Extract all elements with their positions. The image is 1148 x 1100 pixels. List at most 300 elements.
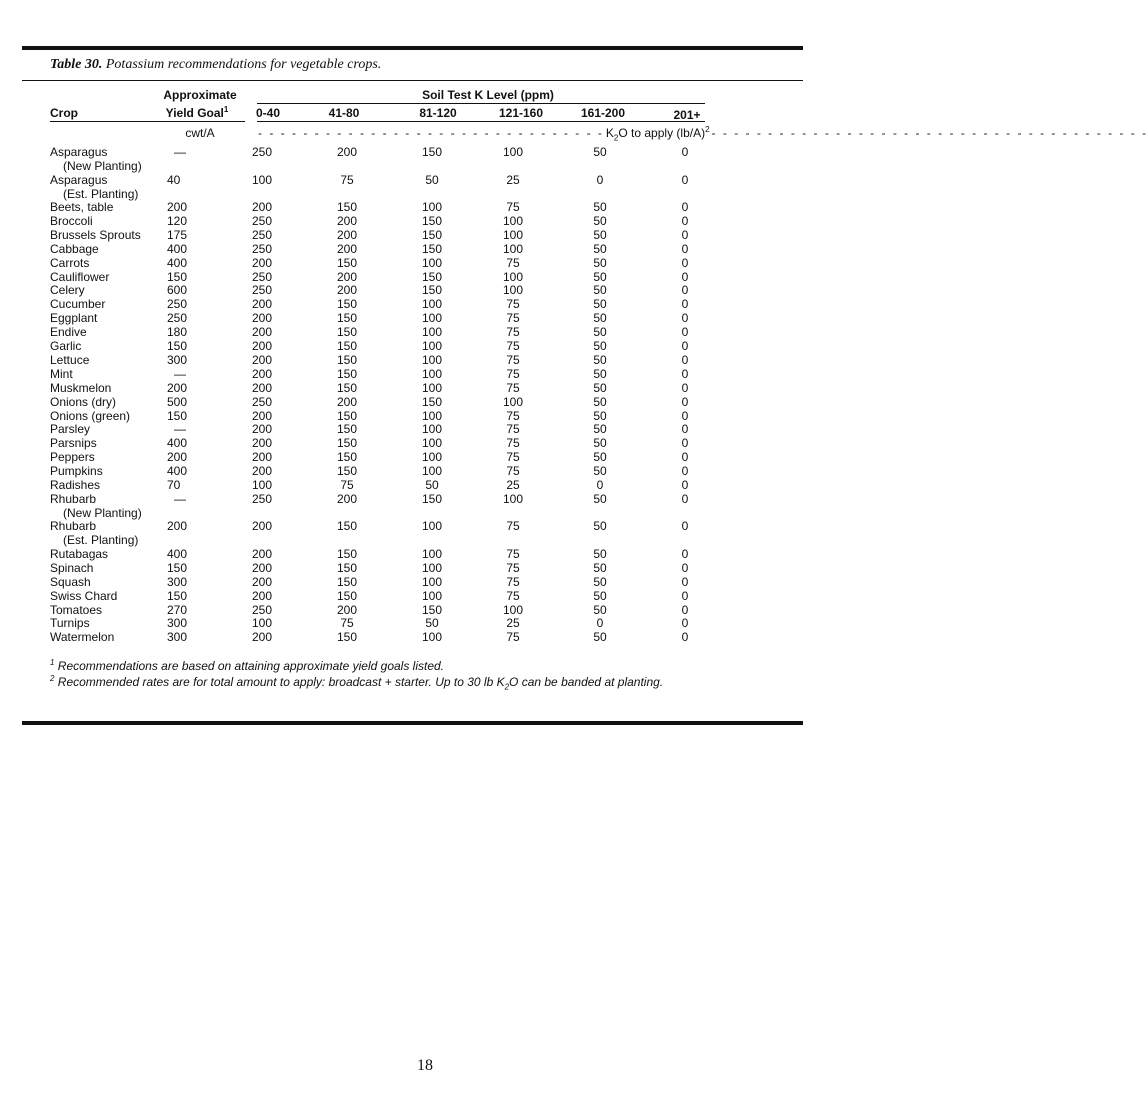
k2o-rate-41-80: 75	[340, 172, 354, 187]
k2o-rate-121-160: 75	[506, 255, 520, 270]
crop-name: Rhubarb	[50, 491, 97, 506]
k2o-rate-121-160: 75	[506, 311, 520, 326]
table-row	[0, 519, 850, 548]
table-row	[0, 478, 850, 492]
yield-goal: 150	[167, 408, 188, 423]
k2o-rate-161-200: 50	[593, 588, 607, 603]
k2o-rate-0-40: 250	[251, 283, 273, 298]
top-rule-thick	[22, 46, 803, 50]
k2o-rate-0-40: 200	[251, 380, 273, 395]
yield-goal: 200	[167, 380, 188, 395]
crop-name: Cabbage	[50, 241, 99, 256]
k2o-rate-81-120: 100	[421, 588, 443, 603]
yield-goal: 300	[167, 352, 188, 367]
k2o-rate-201+: 0	[681, 325, 689, 340]
k2o-rate-41-80: 150	[336, 519, 358, 534]
k2o-rate-0-40: 200	[251, 630, 273, 645]
yield-goal: 200	[167, 200, 188, 214]
k2o-rate-121-160: 100	[502, 241, 524, 256]
footnote-2-post: O can be banded at planting.	[509, 675, 664, 689]
crop-name: Parsnips	[50, 436, 97, 451]
table-row	[0, 214, 850, 228]
k2o-rate-81-120: 100	[421, 311, 443, 326]
k2o-rate-0-40: 250	[251, 145, 273, 159]
k2o-rate-121-160: 75	[506, 574, 520, 589]
k2o-rate-0-40: 200	[251, 352, 273, 367]
table-row	[0, 381, 850, 395]
table-row	[0, 270, 850, 284]
k2o-rate-41-80: 150	[336, 588, 358, 603]
table-row	[0, 589, 850, 603]
units-label: cwt/A	[185, 126, 215, 140]
crop-name: Watermelon	[50, 630, 115, 645]
k2o-rate-201+: 0	[681, 464, 689, 479]
k2o-rate-201+: 0	[681, 546, 689, 561]
k2o-rate-41-80: 150	[336, 408, 358, 423]
k2o-rate-41-80: 200	[336, 283, 358, 298]
k2o-rate-201+: 0	[681, 436, 689, 451]
page-number: 18	[417, 1057, 433, 1074]
k2o-rate-161-200: 50	[593, 436, 607, 451]
table-row	[0, 311, 850, 325]
k2o-rate-41-80: 150	[336, 560, 358, 575]
k2o-rate-201+: 0	[681, 241, 689, 256]
k2o-rate-161-200: 50	[593, 422, 607, 437]
table-row	[0, 450, 850, 464]
k2o-rate-41-80: 200	[336, 227, 358, 242]
k2o-rate-0-40: 200	[251, 311, 273, 326]
k2o-rate-41-80: 150	[336, 422, 358, 437]
k2o-rate-81-120: 100	[421, 380, 443, 395]
table-row	[0, 409, 850, 423]
k2o-rate-81-120: 100	[421, 255, 443, 270]
k2o-rate-201+: 0	[681, 519, 689, 534]
crop-name: Asparagus	[50, 145, 108, 159]
yield-goal: 40	[167, 172, 181, 187]
k2o-rate-201+: 0	[681, 297, 689, 312]
table-row	[0, 561, 850, 575]
k2o-rate-41-80: 150	[336, 574, 358, 589]
k2o-rate-201+: 0	[681, 283, 689, 298]
k2o-rate-0-40: 250	[251, 269, 273, 284]
yield-goal: 120	[167, 213, 188, 228]
apply-k: K	[605, 126, 614, 140]
table-row	[0, 339, 850, 353]
k2o-rate-0-40: 200	[251, 339, 273, 353]
apply-units-line	[258, 125, 1148, 143]
k2o-rate-121-160: 75	[506, 325, 520, 340]
header-range-1: 41-80	[328, 106, 360, 120]
k2o-rate-201+: 0	[681, 311, 689, 326]
k2o-rate-81-120: 50	[425, 478, 439, 492]
yield-goal: 150	[167, 269, 188, 284]
k2o-rate-161-200: 50	[593, 630, 607, 645]
k2o-rate-121-160: 75	[506, 297, 520, 312]
yield-goal: 500	[167, 394, 188, 409]
k2o-rate-0-40: 200	[251, 560, 273, 575]
caption-rule	[22, 80, 803, 81]
k2o-rate-41-80: 150	[336, 311, 358, 326]
yield-goal: 400	[167, 464, 188, 479]
table-row	[0, 464, 850, 478]
k2o-rate-0-40: 200	[251, 436, 273, 451]
yield-goal: 150	[167, 560, 188, 575]
k2o-rate-41-80: 150	[336, 200, 358, 214]
k2o-rate-0-40: 200	[251, 200, 273, 214]
k2o-rate-121-160: 75	[506, 450, 520, 465]
yield-goal: 180	[167, 325, 188, 340]
k2o-rate-161-200: 50	[593, 269, 607, 284]
yield-goal: 200	[167, 450, 188, 465]
table-row	[0, 630, 850, 644]
k2o-rate-201+: 0	[681, 394, 689, 409]
k2o-rate-161-200: 50	[593, 325, 607, 340]
yield-goal: 150	[167, 588, 188, 603]
crop-name: Parsley	[50, 422, 91, 437]
yield-goal: —	[174, 366, 186, 381]
k2o-rate-161-200: 50	[593, 491, 607, 506]
apply-post: O to apply (lb/A)	[618, 126, 706, 140]
k2o-rate-0-40: 200	[251, 588, 273, 603]
k2o-rate-81-120: 100	[421, 546, 443, 561]
crop-name: Cauliflower	[50, 269, 110, 284]
k2o-rate-41-80: 150	[336, 436, 358, 451]
k2o-rate-81-120: 100	[421, 352, 443, 367]
k2o-rate-81-120: 100	[421, 560, 443, 575]
k2o-rate-201+: 0	[681, 588, 689, 603]
crop-name: Onions (dry)	[50, 394, 117, 409]
k2o-rate-81-120: 100	[421, 422, 443, 437]
crop-name: Rutabagas	[50, 546, 109, 561]
k2o-rate-201+: 0	[681, 491, 689, 506]
k2o-rate-201+: 0	[681, 269, 689, 284]
header-crop: Crop	[50, 106, 78, 120]
k2o-rate-0-40: 200	[251, 366, 273, 381]
k2o-rate-201+: 0	[681, 422, 689, 437]
crop-name: Mint	[50, 366, 73, 381]
crop-header-rule	[50, 121, 245, 122]
table-row	[0, 353, 850, 367]
k2o-rate-41-80: 150	[336, 366, 358, 381]
k2o-rate-41-80: 150	[336, 630, 358, 645]
k2o-rate-81-120: 100	[421, 630, 443, 645]
table-row	[0, 547, 850, 561]
k2o-rate-0-40: 200	[251, 422, 273, 437]
k2o-rate-201+: 0	[681, 478, 689, 492]
k2o-rate-81-120: 150	[421, 394, 443, 409]
k2o-rate-161-200: 50	[593, 450, 607, 465]
k2o-rate-161-200: 0	[596, 616, 604, 631]
table-row	[0, 395, 850, 409]
k2o-rate-0-40: 250	[251, 241, 273, 256]
k2o-rate-201+: 0	[681, 213, 689, 228]
yield-goal: 300	[167, 630, 188, 645]
k2o-rate-161-200: 50	[593, 145, 607, 159]
k2o-rate-161-200: 0	[596, 478, 604, 492]
crop-name: Garlic	[50, 339, 82, 353]
crop-name: Broccoli	[50, 213, 93, 228]
k2o-rate-41-80: 150	[336, 546, 358, 561]
k2o-rate-121-160: 75	[506, 352, 520, 367]
crop-planting-type: (New Planting)	[63, 159, 142, 173]
k2o-rate-201+: 0	[681, 200, 689, 214]
table-row	[0, 491, 850, 520]
footnote-1	[50, 658, 663, 674]
crop-name: Tomatoes	[50, 602, 103, 617]
k2o-rate-0-40: 200	[251, 325, 273, 340]
crop-name: Onions (green)	[50, 408, 131, 423]
k2o-rate-81-120: 150	[421, 213, 443, 228]
k2o-rate-201+: 0	[681, 574, 689, 589]
bottom-rule-thick	[22, 721, 803, 725]
k2o-rate-121-160: 25	[506, 478, 520, 492]
crop-name: Radishes	[50, 478, 101, 492]
k2o-rate-0-40: 250	[251, 602, 273, 617]
k2o-rate-121-160: 75	[506, 200, 520, 214]
k2o-rate-161-200: 50	[593, 464, 607, 479]
k2o-rate-81-120: 100	[421, 366, 443, 381]
k2o-rate-121-160: 25	[506, 172, 520, 187]
k2o-rate-0-40: 100	[251, 478, 273, 492]
apply-sub: 2	[613, 133, 619, 143]
k2o-rate-121-160: 100	[502, 602, 524, 617]
k2o-rate-0-40: 250	[251, 213, 273, 228]
crop-name: Spinach	[50, 560, 94, 575]
k2o-rate-201+: 0	[681, 339, 689, 353]
crop-name: Lettuce	[50, 352, 90, 367]
header-yield-line2	[166, 106, 229, 120]
k2o-rate-41-80: 150	[336, 255, 358, 270]
yield-goal: 250	[167, 311, 188, 326]
yield-goal: —	[174, 422, 186, 437]
k2o-rate-41-80: 200	[336, 145, 358, 159]
k2o-rate-121-160: 75	[506, 380, 520, 395]
yield-goal: 70	[167, 478, 181, 492]
yield-goal: 150	[167, 339, 188, 353]
k2o-rate-41-80: 150	[336, 297, 358, 312]
k2o-rate-161-200: 50	[593, 311, 607, 326]
yield-goal: 175	[167, 227, 188, 242]
k2o-rate-161-200: 50	[593, 574, 607, 589]
k2o-rate-161-200: 50	[593, 408, 607, 423]
k2o-rate-41-80: 75	[340, 478, 354, 492]
k2o-rate-81-120: 100	[421, 408, 443, 423]
header-range-5: 201+	[673, 108, 701, 122]
k2o-rate-201+: 0	[681, 227, 689, 242]
k2o-rate-121-160: 75	[506, 436, 520, 451]
table-caption	[50, 57, 381, 73]
table-row	[0, 145, 850, 173]
k2o-rate-81-120: 150	[421, 241, 443, 256]
k2o-rate-81-120: 100	[421, 450, 443, 465]
k2o-rate-121-160: 75	[506, 560, 520, 575]
k2o-rate-41-80: 150	[336, 352, 358, 367]
k2o-rate-201+: 0	[681, 255, 689, 270]
crop-name: Beets, table	[50, 200, 114, 214]
k2o-rate-41-80: 150	[336, 464, 358, 479]
k2o-rate-81-120: 150	[421, 145, 443, 159]
k2o-rate-0-40: 200	[251, 574, 273, 589]
yield-goal: —	[174, 491, 186, 506]
crop-name: Eggplant	[50, 311, 98, 326]
k2o-rate-0-40: 200	[251, 464, 273, 479]
table-row	[0, 603, 850, 617]
k2o-rate-121-160: 100	[502, 145, 524, 159]
k2o-rate-121-160: 75	[506, 339, 520, 353]
crop-planting-type: (Est. Planting)	[63, 186, 139, 201]
crop-planting-type: (New Planting)	[63, 505, 142, 520]
footnote-2-sub: 2	[504, 682, 510, 692]
crop-name: Brussels Sprouts	[50, 227, 141, 242]
table-row	[0, 616, 850, 630]
k2o-rate-201+: 0	[681, 366, 689, 381]
header-range-0: 0-40	[255, 106, 281, 120]
k2o-rate-201+: 0	[681, 352, 689, 367]
header-yield-sup: 1	[223, 105, 229, 114]
k2o-rate-161-200: 50	[593, 297, 607, 312]
header-yield-line1: Approximate	[163, 88, 237, 102]
crop-name: Swiss Chard	[50, 588, 118, 603]
k2o-rate-161-200: 50	[593, 394, 607, 409]
k2o-rate-41-80: 200	[336, 269, 358, 284]
k2o-rate-201+: 0	[681, 145, 689, 159]
table-row	[0, 172, 850, 201]
apply-dash-left: - - - - - - - - - - - - - - - - - - - - - - - - - - - - - - -	[258, 126, 604, 140]
k2o-rate-121-160: 100	[502, 227, 524, 242]
k2o-rate-121-160: 100	[502, 283, 524, 298]
k2o-rate-0-40: 250	[251, 227, 273, 242]
header-range-3: 121-160	[498, 106, 544, 120]
yield-goal: 200	[167, 519, 188, 534]
k2o-rate-41-80: 150	[336, 380, 358, 395]
k2o-rate-81-120: 100	[421, 464, 443, 479]
k2o-rate-161-200: 50	[593, 283, 607, 298]
footnote-2-pre: Recommended rates are for total amount to apply: broadcast + starter. Up to 30 lb K	[54, 675, 505, 689]
k2o-rate-81-120: 100	[421, 519, 443, 534]
k2o-rate-81-120: 150	[421, 269, 443, 284]
k2o-rate-81-120: 50	[425, 616, 439, 631]
yield-goal: 270	[167, 602, 188, 617]
k2o-rate-161-200: 50	[593, 380, 607, 395]
k2o-rate-81-120: 50	[425, 172, 439, 187]
yield-goal: 300	[167, 574, 188, 589]
k2o-rate-81-120: 150	[421, 491, 443, 506]
header-yield-goal-text: Yield Goal	[165, 106, 224, 120]
k2o-rate-161-200: 50	[593, 519, 607, 534]
table-row	[0, 256, 850, 270]
crop-planting-type: (Est. Planting)	[63, 533, 139, 548]
k2o-rate-81-120: 150	[421, 602, 443, 617]
crop-name: Cucumber	[50, 297, 106, 312]
yield-goal: 250	[167, 297, 188, 312]
table-row	[0, 325, 850, 339]
table-caption-text: Potassium recommendations for vegetable crops.	[105, 57, 382, 72]
header-range-4: 161-200	[580, 106, 626, 120]
k2o-rate-161-200: 50	[593, 602, 607, 617]
k2o-rate-0-40: 200	[251, 297, 273, 312]
k2o-rate-41-80: 200	[336, 394, 358, 409]
table-row	[0, 436, 850, 450]
k2o-rate-81-120: 100	[421, 325, 443, 340]
k2o-rate-161-200: 50	[593, 546, 607, 561]
k2o-rate-121-160: 75	[506, 408, 520, 423]
k2o-rate-201+: 0	[681, 630, 689, 645]
yield-goal: 400	[167, 436, 188, 451]
footnote-2-mark: 2	[50, 674, 55, 683]
k2o-rate-161-200: 50	[593, 227, 607, 242]
k2o-rate-161-200: 50	[593, 200, 607, 214]
k2o-rate-201+: 0	[681, 602, 689, 617]
k2o-rate-121-160: 25	[506, 616, 520, 631]
table-row	[0, 228, 850, 242]
k2o-rate-81-120: 100	[421, 200, 443, 214]
k2o-rate-121-160: 75	[506, 422, 520, 437]
k2o-rate-0-40: 200	[251, 519, 273, 534]
footnotes	[50, 658, 663, 690]
k2o-rate-81-120: 150	[421, 227, 443, 242]
table-row	[0, 297, 850, 311]
k2o-rate-201+: 0	[681, 380, 689, 395]
crop-name: Rhubarb	[50, 519, 97, 534]
k2o-rate-121-160: 100	[502, 213, 524, 228]
k2o-rate-121-160: 75	[506, 366, 520, 381]
table-caption-label: Table 30.	[50, 57, 103, 72]
k2o-rate-161-200: 50	[593, 241, 607, 256]
apply-dash-right: - - - - - - - - - - - - - - - - - - - - - - - - - - - - - - - - - - - - - - -	[711, 126, 1148, 140]
k2o-rate-121-160: 75	[506, 546, 520, 561]
crop-name: Turnips	[50, 616, 90, 631]
k2o-rate-41-80: 150	[336, 325, 358, 340]
range-header-rule	[257, 121, 705, 122]
apply-units-text	[604, 125, 712, 143]
k2o-rate-0-40: 100	[251, 616, 273, 631]
k2o-rate-41-80: 150	[336, 450, 358, 465]
k2o-rate-201+: 0	[681, 172, 689, 187]
yield-goal: 400	[167, 241, 188, 256]
table-row	[0, 283, 850, 297]
yield-goal: 600	[167, 283, 188, 298]
k2o-rate-161-200: 50	[593, 560, 607, 575]
footnote-1-text: Recommendations are based on attaining approximate yield goals listed.	[54, 659, 445, 673]
k2o-rate-201+: 0	[681, 616, 689, 631]
footnote-1-mark: 1	[50, 658, 55, 667]
crop-name: Carrots	[50, 255, 90, 270]
k2o-rate-0-40: 250	[251, 394, 273, 409]
k2o-rate-41-80: 150	[336, 339, 358, 353]
k2o-rate-121-160: 100	[502, 491, 524, 506]
k2o-rate-161-200: 50	[593, 352, 607, 367]
k2o-rate-161-200: 50	[593, 255, 607, 270]
table-row	[0, 422, 850, 436]
table-row	[0, 575, 850, 589]
crop-name: Squash	[50, 574, 91, 589]
yield-goal: 400	[167, 546, 188, 561]
k2o-rate-81-120: 100	[421, 436, 443, 451]
k2o-rate-0-40: 200	[251, 255, 273, 270]
k2o-rate-161-200: 50	[593, 339, 607, 353]
footnote-2	[50, 674, 663, 690]
k2o-rate-41-80: 200	[336, 241, 358, 256]
k2o-rate-41-80: 200	[336, 213, 358, 228]
crop-name: Asparagus	[50, 172, 108, 187]
table-row	[0, 242, 850, 256]
crop-name: Endive	[50, 325, 87, 340]
k2o-rate-201+: 0	[681, 450, 689, 465]
k2o-rate-161-200: 0	[596, 172, 604, 187]
k2o-rate-161-200: 50	[593, 366, 607, 381]
k2o-rate-81-120: 150	[421, 283, 443, 298]
crop-name: Celery	[50, 283, 85, 298]
